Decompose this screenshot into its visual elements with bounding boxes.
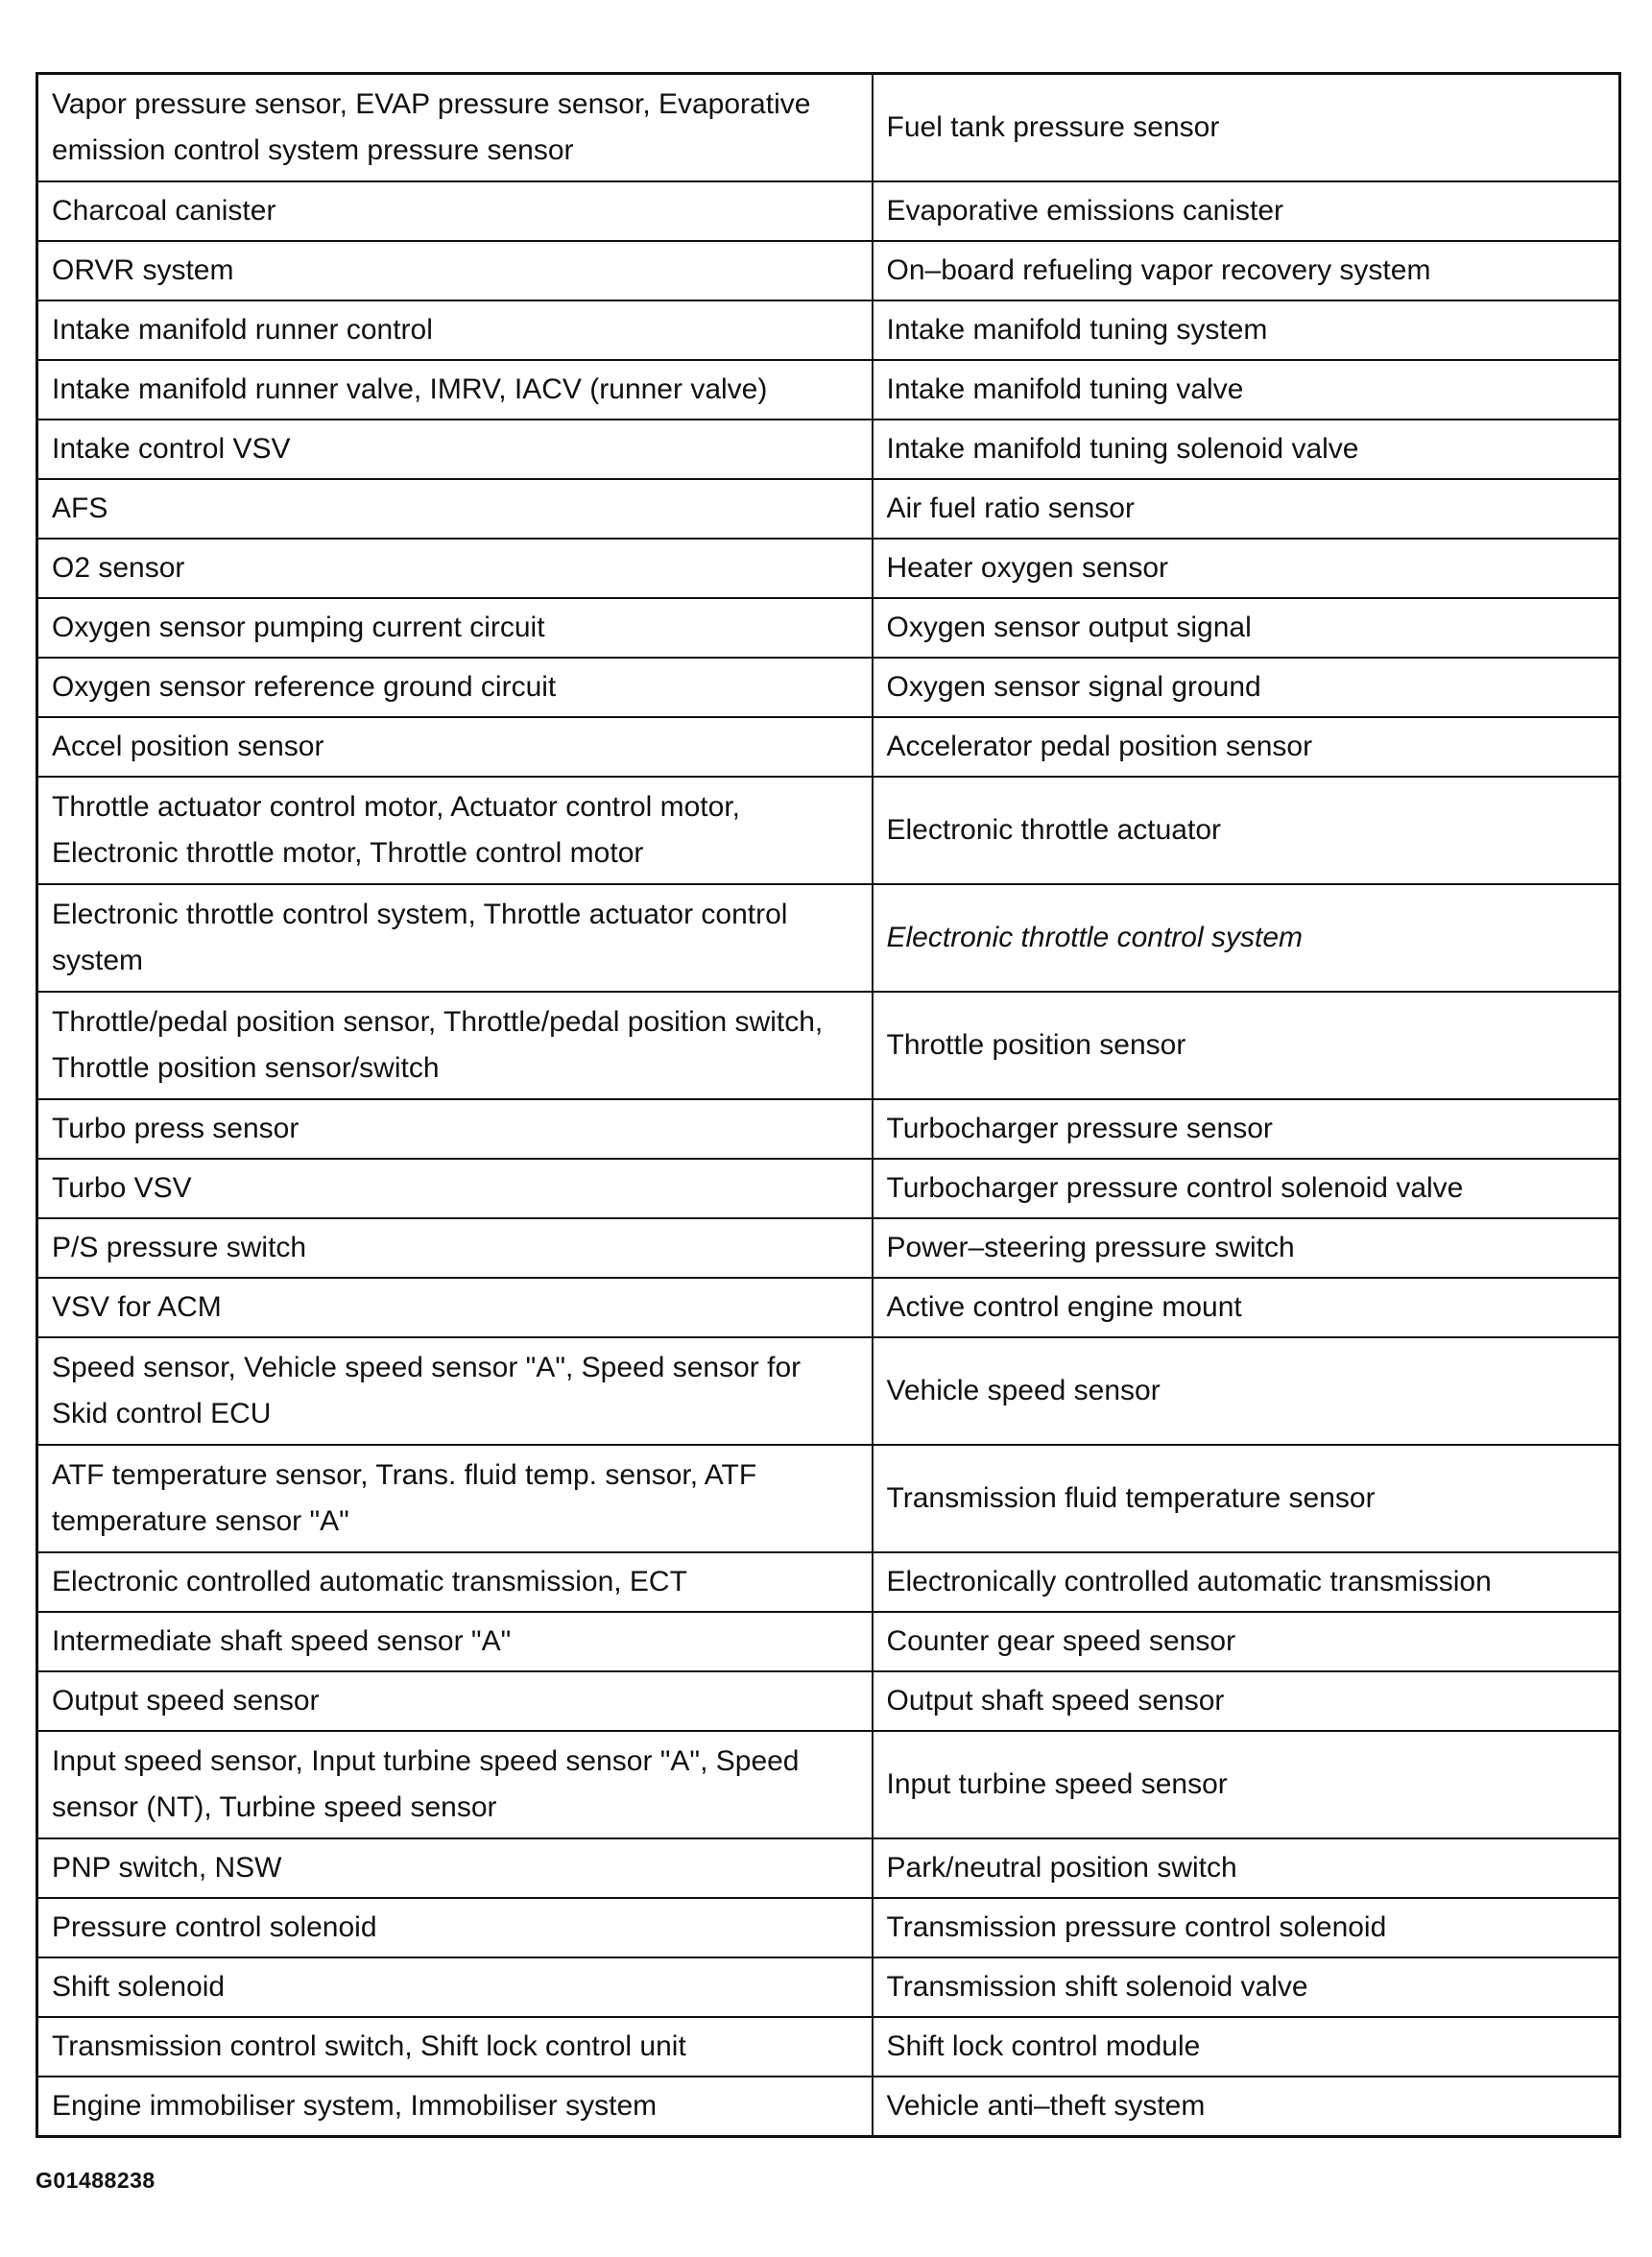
- term-cell: Charcoal canister: [37, 181, 873, 241]
- table-row: [37, 241, 1620, 300]
- table-row: [37, 1218, 1620, 1278]
- table-row: [37, 598, 1620, 658]
- table-row: [37, 420, 1620, 479]
- term-cell: Input speed sensor, Input turbine speed sensor "A", Speed sensor (NT), Turbine speed sensor: [37, 1731, 873, 1838]
- standard-term-cell: Heater oxygen sensor: [873, 539, 1620, 598]
- term-cell: Pressure control solenoid: [37, 1898, 873, 1957]
- term-cell: VSV for ACM: [37, 1278, 873, 1337]
- term-cell: Shift solenoid: [37, 1957, 873, 2017]
- standard-term-cell: Oxygen sensor signal ground: [873, 658, 1620, 717]
- table-row: [37, 1731, 1620, 1838]
- term-cell: Oxygen sensor pumping current circuit: [37, 598, 873, 658]
- table-row: [37, 1099, 1620, 1159]
- standard-term-cell: Intake manifold tuning valve: [873, 360, 1620, 420]
- standard-term-cell: Counter gear speed sensor: [873, 1612, 1620, 1671]
- table-row: [37, 777, 1620, 884]
- standard-term-cell: Turbocharger pressure sensor: [873, 1099, 1620, 1159]
- standard-term-cell: Throttle position sensor: [873, 992, 1620, 1099]
- term-cell: Throttle actuator control motor, Actuator control motor, Electronic throttle motor, Throttle control motor: [37, 777, 873, 884]
- standard-term-cell: Park/neutral position switch: [873, 1838, 1620, 1898]
- term-cell: Electronic controlled automatic transmission, ECT: [37, 1552, 873, 1612]
- standard-term-cell: Output shaft speed sensor: [873, 1671, 1620, 1731]
- term-cell: AFS: [37, 479, 873, 539]
- standard-term-cell: Electronic throttle control system: [873, 884, 1620, 992]
- table-row: [37, 658, 1620, 717]
- term-cell: Transmission control switch, Shift lock control unit: [37, 2017, 873, 2077]
- term-cell: Turbo press sensor: [37, 1099, 873, 1159]
- standard-term-cell: On–board refueling vapor recovery system: [873, 241, 1620, 300]
- standard-term-cell: Vehicle anti–theft system: [873, 2077, 1620, 2137]
- table-row: [37, 1337, 1620, 1445]
- standard-term-cell: Input turbine speed sensor: [873, 1731, 1620, 1838]
- table-row: [37, 479, 1620, 539]
- standard-term-cell: Transmission shift solenoid valve: [873, 1957, 1620, 2017]
- term-cell: Vapor pressure sensor, EVAP pressure sensor, Evaporative emission control system pressure sensor: [37, 74, 873, 182]
- term-cell: ORVR system: [37, 241, 873, 300]
- standard-term-cell: Electronically controlled automatic transmission: [873, 1552, 1620, 1612]
- term-cell: Electronic throttle control system, Throttle actuator control system: [37, 884, 873, 992]
- standard-term-cell: Intake manifold tuning system: [873, 300, 1620, 360]
- term-cell: PNP switch, NSW: [37, 1838, 873, 1898]
- table-row: [37, 1898, 1620, 1957]
- standard-term-cell: Accelerator pedal position sensor: [873, 717, 1620, 777]
- term-cell: Turbo VSV: [37, 1159, 873, 1218]
- table-row: [37, 1445, 1620, 1552]
- term-cell: O2 sensor: [37, 539, 873, 598]
- table-row: [37, 992, 1620, 1099]
- standard-term-cell: Intake manifold tuning solenoid valve: [873, 420, 1620, 479]
- term-cell: Engine immobiliser system, Immobiliser system: [37, 2077, 873, 2137]
- table-row: [37, 1612, 1620, 1671]
- term-cell: Intermediate shaft speed sensor "A": [37, 1612, 873, 1671]
- table-row: [37, 300, 1620, 360]
- table-row: [37, 74, 1620, 182]
- table-row: [37, 1957, 1620, 2017]
- table-row: [37, 2077, 1620, 2137]
- term-cell: P/S pressure switch: [37, 1218, 873, 1278]
- term-cell: Intake manifold runner control: [37, 300, 873, 360]
- standard-term-cell: Shift lock control module: [873, 2017, 1620, 2077]
- table-row: [37, 1159, 1620, 1218]
- standard-term-cell: Vehicle speed sensor: [873, 1337, 1620, 1445]
- term-cell: Accel position sensor: [37, 717, 873, 777]
- figure-id-label: G01488238: [36, 2168, 156, 2193]
- table-row: [37, 1552, 1620, 1612]
- term-cell: Speed sensor, Vehicle speed sensor "A", Speed sensor for Skid control ECU: [37, 1337, 873, 1445]
- table-row: [37, 717, 1620, 777]
- standard-term-cell: Turbocharger pressure control solenoid valve: [873, 1159, 1620, 1218]
- standard-term-cell: Evaporative emissions canister: [873, 181, 1620, 241]
- standard-term-cell: Electronic throttle actuator: [873, 777, 1620, 884]
- table-row: [37, 360, 1620, 420]
- term-cell: Throttle/pedal position sensor, Throttle/pedal position switch, Throttle position sensor/switch: [37, 992, 873, 1099]
- term-cell: Output speed sensor: [37, 1671, 873, 1731]
- term-cell: Intake manifold runner valve, IMRV, IACV (runner valve): [37, 360, 873, 420]
- standard-term-cell: Transmission pressure control solenoid: [873, 1898, 1620, 1957]
- terminology-table: [36, 72, 1621, 2138]
- standard-term-cell: Fuel tank pressure sensor: [873, 74, 1620, 182]
- table-row: [37, 2017, 1620, 2077]
- table-row: [37, 884, 1620, 992]
- term-cell: ATF temperature sensor, Trans. fluid temp. sensor, ATF temperature sensor "A": [37, 1445, 873, 1552]
- table-row: [37, 1278, 1620, 1337]
- standard-term-cell: Air fuel ratio sensor: [873, 479, 1620, 539]
- standard-term-cell: Oxygen sensor output signal: [873, 598, 1620, 658]
- standard-term-cell: Transmission fluid temperature sensor: [873, 1445, 1620, 1552]
- standard-term-cell: Active control engine mount: [873, 1278, 1620, 1337]
- table-row: [37, 1671, 1620, 1731]
- term-cell: Intake control VSV: [37, 420, 873, 479]
- table-row: [37, 181, 1620, 241]
- table-row: [37, 1838, 1620, 1898]
- standard-term-cell: Power–steering pressure switch: [873, 1218, 1620, 1278]
- terminology-table-body: [37, 74, 1620, 2137]
- term-cell: Oxygen sensor reference ground circuit: [37, 658, 873, 717]
- table-row: [37, 539, 1620, 598]
